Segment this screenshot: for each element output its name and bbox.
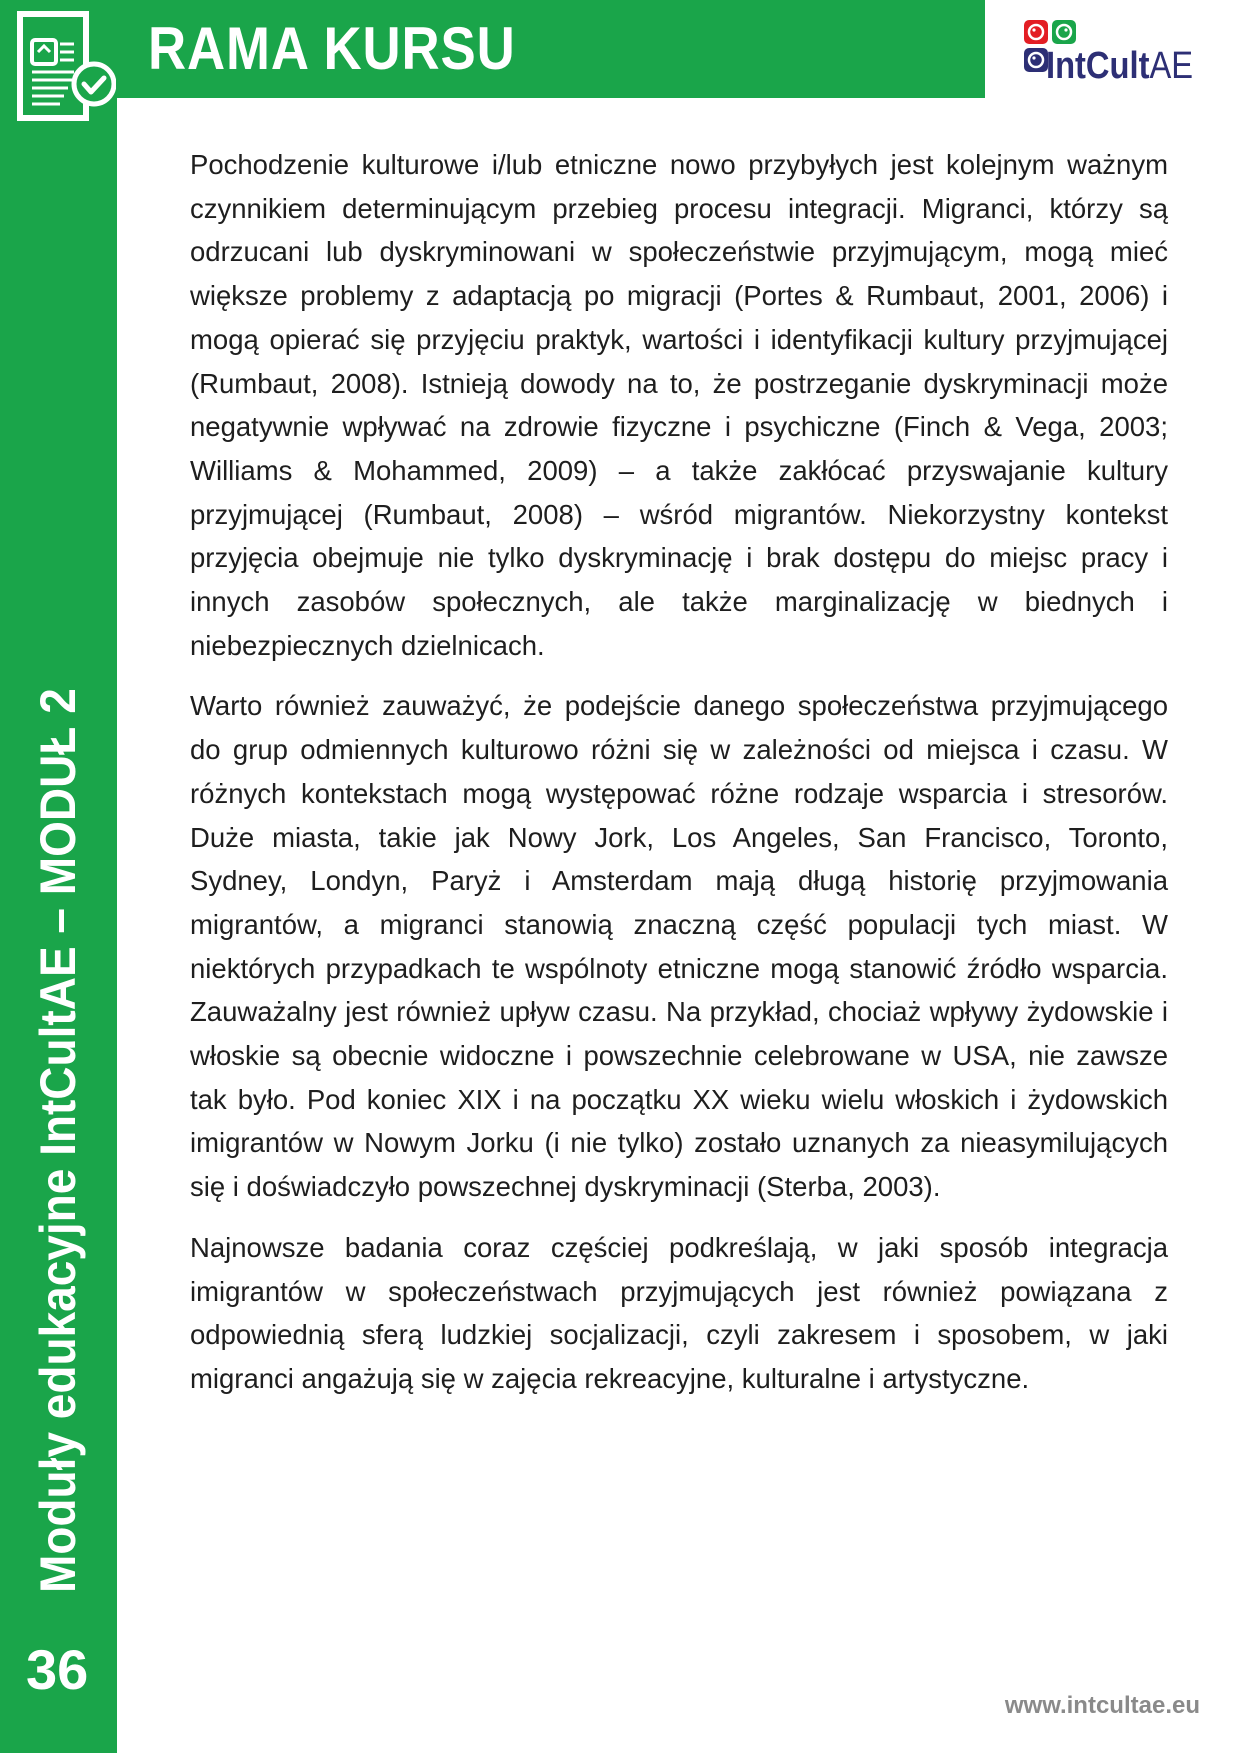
logo-wordmark [1046, 44, 1193, 88]
logo-text-bold: IntCult [1046, 45, 1150, 87]
logo-text-light: AE [1149, 45, 1194, 87]
module-vertical-label-text: Moduły edukacyjne IntCultAE – MODUŁ 2 [30, 688, 86, 1593]
paragraph: Warto również zauważyć, że podejście danego społeczeństwa przyjmującego do grup odmiennych kulturowo różni się w zależności od miejsca i czasu. W różnych kontekstach mogą występować różne rodzaje wsparcia i stresorów. Duże miasta, takie jak Nowy Jork, Los Angeles, San Francisco, Toronto, Sydney, Londyn, Paryż i Amsterdam mają długą historię przyjmowania migrantów, a migranci stanowią znaczną część populacji tych miast. W niektórych przypadkach te wspólnoty etniczne mogą stanowić źródło wsparcia. Zauważalny jest również upływ czasu. Na przykład, chociaż wpływy żydowskie i włoskie są obecnie widoczne i powszechnie celebrowane w USA, nie zawsze tak było. Pod koniec XIX i na początku XX wieku wielu włoskich i żydowskich imigrantów w Nowym Jorku (i nie tylko) zostało uznanych za nieasymilujących się i doświadczyło powszechnej dyskryminacji (Sterba, 2003). [190, 690, 1168, 1203]
footer-url-link[interactable]: www.intcultae.eu [1004, 1692, 1200, 1719]
paragraph: Najnowsze badania coraz częściej podkreślają, w jaki sposób integracja imigrantów w społeczeństwach przyjmujących jest również powiązana z odpowiednią sferą ludzkiej socjalizacji, czyli zakresem i sposobem, w jaki migranci angażują się w zajęcia rekreacyjne, kulturalne i artystyczne. [190, 1231, 1168, 1394]
module-vertical-label [28, 610, 88, 1593]
body-text [190, 143, 1168, 1418]
checklist-document-icon [16, 10, 116, 130]
page-title: RAMA KURSU [148, 15, 516, 82]
page-number: 36 [26, 1638, 89, 1701]
paragraph: Pochodzenie kulturowe i/lub etniczne nowo przybyłych jest kolejnym ważnym czynnikiem determinującym przebieg procesu integracji. Migranci, którzy są odrzucani lub dyskryminowani w społeczeństwie przyjmującym, mogą mieć większe problemy z adaptacją po migracji (Portes & Rumbaut, 2001, 2006) i mogą opierać się przyjęciu praktyk, wartości i identyfikacji kultury przyjmującej (Rumbaut, 2008). Istnieją dowody na to, że postrzeganie dyskryminacji może negatywnie wpływać na zdrowie fizyczne i psychiczne (Finch & Vega, 2003; Williams & Mohammed, 2009) – a także zakłócać przyswajanie kultury przyjmującej (Rumbaut, 2008) – wśród migrantów. Niekorzystny kontekst przyjęcia obejmuje nie tylko dyskryminację i brak dostępu do miejsc pracy i innych zasobów społecznych, ale także marginalizację w biednych i niebezpiecznych dzielnicach. [190, 149, 1168, 661]
